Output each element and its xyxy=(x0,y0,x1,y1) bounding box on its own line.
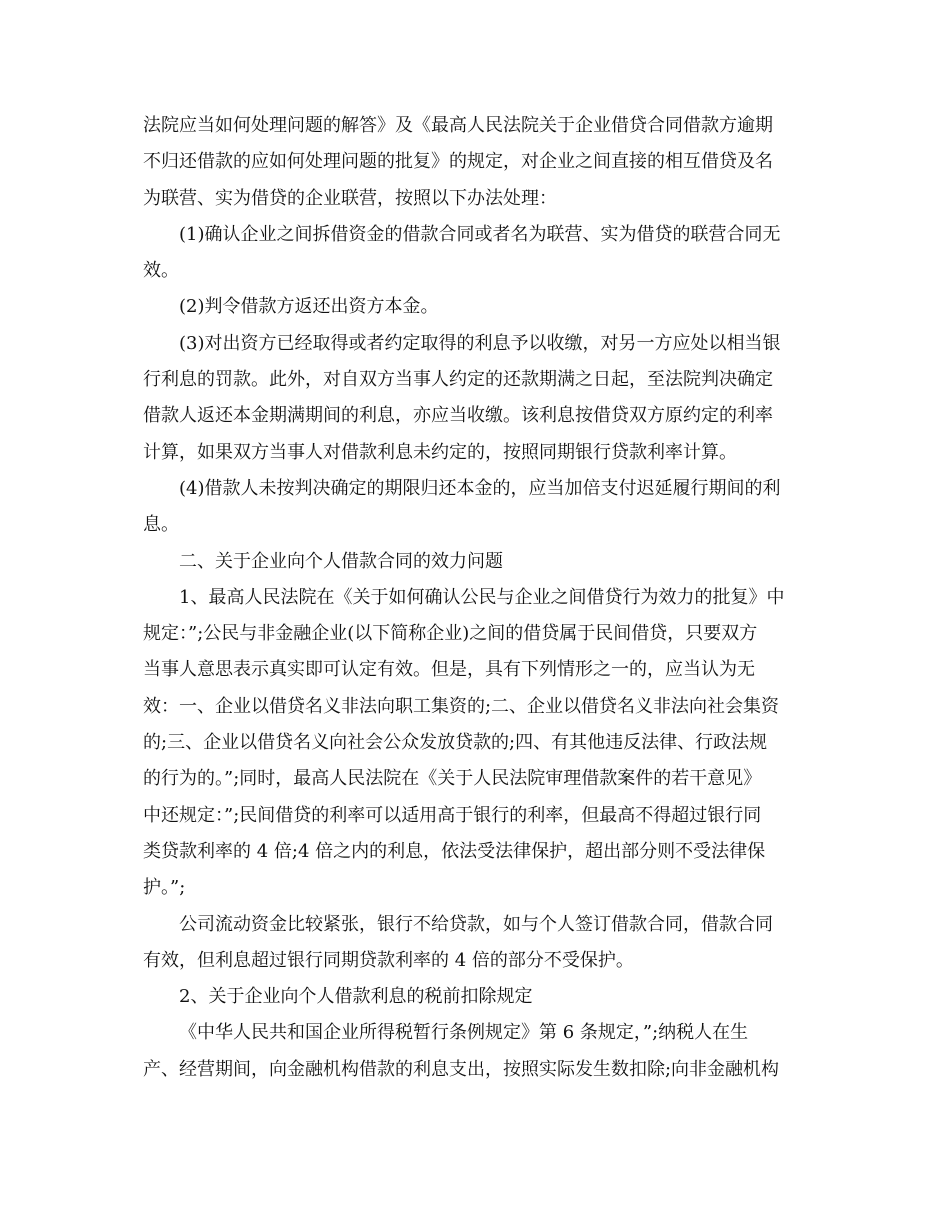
text-line: 不归还借款的应如何处理问题的批复》的规定，对企业之间直接的相互借贷及名 xyxy=(143,151,773,173)
paragraph xyxy=(143,217,803,290)
text-line: 2、关于企业向个人借款利息的税前扣除规定 xyxy=(179,986,533,1008)
text-line: 息。 xyxy=(143,514,179,536)
paragraph xyxy=(143,580,803,907)
text-line: 类贷款利率的 4 倍;4 倍之内的利息，依法受法律保护，超出部分则不受法律保 xyxy=(143,840,766,862)
text-line: 有效，但利息超过银行同期贷款利率的 4 倍的部分不受保护。 xyxy=(143,949,634,971)
paragraph xyxy=(143,979,803,1015)
paragraph xyxy=(143,544,803,580)
text-line: (4)借款人未按判决确定的期限归还本金的，应当加倍支付迟延履行期间的利 xyxy=(179,477,781,499)
text-line: 效。 xyxy=(143,260,179,282)
text-line: 效：一、企业以借贷名义非法向职工集资的;二、企业以借贷名义非法向社会集资 xyxy=(143,695,780,717)
text-line: 中还规定：”;民间借贷的利率可以适用高于银行的利率，但最高不得超过银行同 xyxy=(143,804,762,826)
text-line: 的;三、企业以借贷名义向社会公众发放贷款的;四、有其他违反法律、行政法规 xyxy=(143,732,768,754)
paragraph xyxy=(143,289,803,325)
text-line: 二、关于企业向个人借款合同的效力问题 xyxy=(179,550,503,572)
text-line: 为联营、实为借贷的企业联营，按照以下办法处理： xyxy=(143,187,557,209)
text-line: 规定：”;公民与非金融企业(以下简称企业)之间的借贷属于民间借贷，只要双方 xyxy=(143,623,758,645)
text-line: 计算，如果双方当事人对借款利息未约定的，按照同期银行贷款利率计算。 xyxy=(143,441,737,463)
paragraph xyxy=(143,907,803,980)
text-line: 护。”; xyxy=(143,877,186,899)
paragraph xyxy=(143,471,803,544)
paragraph xyxy=(143,326,803,471)
text-line: 借款人返还本金期满期间的利息，亦应当收缴。该利息按借贷双方原约定的利率 xyxy=(143,405,773,427)
text-line: 《中华人民共和国企业所得税暂行条例规定》第 6 条规定，”;纳税人在生 xyxy=(179,1022,749,1044)
paragraph xyxy=(143,1015,803,1088)
text-line: 行利息的罚款。此外，对自双方当事人约定的还款期满之日起，至法院判决确定 xyxy=(143,369,773,391)
text-line: 产、经营期间，向金融机构借款的利息支出，按照实际发生数扣除;向非金融机构 xyxy=(143,1058,780,1080)
text-line: (3)对出资方已经取得或者约定取得的利息予以收缴，对另一方应处以相当银 xyxy=(179,332,781,354)
text-line: 的行为的。”;同时，最高人民法院在《关于人民法院审理借款案件的若干意见》 xyxy=(143,768,762,790)
text-line: 1、最高人民法院在《关于如何确认公民与企业之间借贷行为效力的批复》中 xyxy=(179,586,785,608)
text-line: 公司流动资金比较紧张，银行不给贷款，如与个人签订借款合同，借款合同 xyxy=(179,913,773,935)
text-line: 当事人意思表示真实即可认定有效。但是，具有下列情形之一的，应当认为无 xyxy=(143,659,755,681)
document-body xyxy=(143,108,803,1088)
text-line: (2)判令借款方返还出资方本金。 xyxy=(179,296,439,318)
text-line: (1)确认企业之间拆借资金的借款合同或者名为联营、实为借贷的联营合同无 xyxy=(179,223,781,245)
text-line: 法院应当如何处理问题的解答》及《最高人民法院关于企业借贷合同借款方逾期 xyxy=(143,115,773,136)
paragraph xyxy=(143,108,803,217)
